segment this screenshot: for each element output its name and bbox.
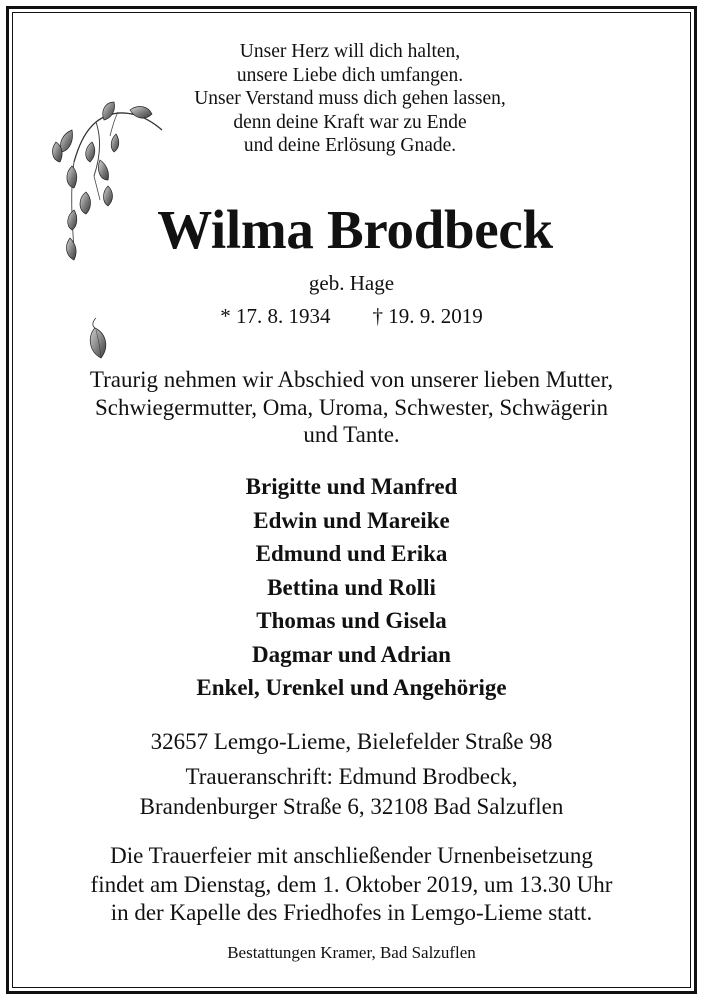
mourning-address-line: Brandenburger Straße 6, 32108 Bad Salzuflen: [139, 794, 564, 819]
poem-line: Unser Verstand muss dich gehen lassen,: [194, 88, 506, 110]
funeral-notice-line: in der Kapelle des Friedhofes in Lemgo-Lieme statt.: [110, 900, 593, 925]
farewell-text: [0, 366, 703, 449]
farewell-line: Traurig nehmen wir Abschied von unserer lieben Mutter,: [89, 367, 614, 392]
mourner-entry: Brigitte und Manfred: [245, 474, 458, 499]
mourner-entry: Edmund und Erika: [255, 541, 448, 566]
poem-line: unsere Liebe dich umfangen.: [236, 64, 464, 86]
mourner-entry: Edwin und Mareike: [253, 507, 450, 533]
farewell-line: und Tante.: [303, 422, 400, 447]
mourner-entry: Dagmar und Adrian: [252, 641, 451, 667]
residence-address: 32657 Lemgo-Lieme, Bielefelder Straße 98: [150, 729, 553, 754]
mourning-address: [0, 762, 703, 822]
life-dates: [0, 302, 703, 330]
mourner-entry: Bettina und Rolli: [267, 574, 436, 600]
undertaker-credit: Bestattungen Kramer, Bad Salzuflen: [227, 943, 476, 962]
mourner-entry: Enkel, Urenkel und Angehörige: [196, 675, 507, 700]
poem-line: und deine Erlösung Gnade.: [243, 135, 457, 157]
farewell-line: Schwiegermutter, Oma, Uroma, Schwester, Schwägerin: [95, 394, 608, 420]
funeral-notice-line: Die Trauerfeier mit anschließender Urnenbeisetzung: [110, 843, 593, 868]
poem: [155, 40, 545, 158]
death-date: † 19. 9. 2019: [372, 304, 483, 328]
mourner-entry: Thomas und Gisela: [256, 608, 447, 633]
poem-line: denn deine Kraft war zu Ende: [233, 111, 467, 133]
funeral-notice-line: findet am Dienstag, dem 1. Oktober 2019, um 13.30 Uhr: [90, 871, 613, 897]
mourning-address-line: Traueranschrift: Edmund Brodbeck,: [185, 764, 518, 789]
deceased-name: Wilma Brodbeck: [157, 199, 553, 260]
poem-line: Unser Herz will dich halten,: [239, 41, 461, 62]
mourners-list: [0, 470, 703, 705]
birth-date: * 17. 8. 1934: [220, 304, 331, 328]
birth-name: geb. Hage: [308, 271, 395, 295]
funeral-notice: [0, 842, 703, 928]
